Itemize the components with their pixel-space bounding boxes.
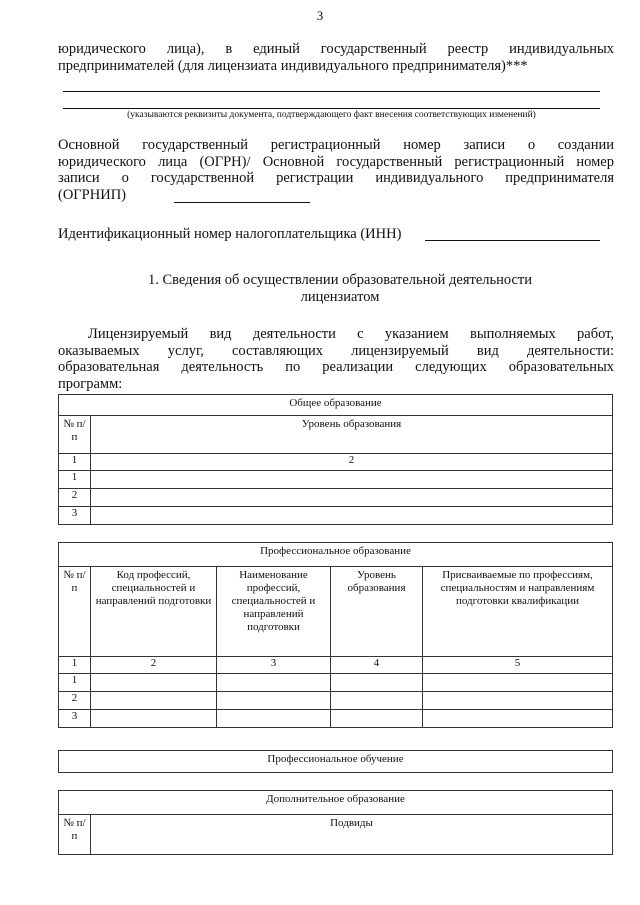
text-line: Лицензируемый вид деятельности с указанием выполняемых работ,	[88, 326, 614, 342]
row-number: 3	[59, 710, 91, 728]
row-number: 3	[59, 507, 91, 525]
header-cell-code: Код профессий, специальностей и направлений подготовки	[91, 567, 217, 657]
table-index-row	[59, 657, 613, 674]
table-row	[59, 543, 613, 567]
table-cell: 2	[91, 657, 217, 674]
table-title: Профессиональное образование	[59, 543, 613, 567]
table-header-row	[59, 416, 613, 454]
table-cell: 2	[91, 454, 613, 471]
table-cell[interactable]	[423, 674, 613, 692]
document-details-line-1[interactable]	[63, 91, 600, 92]
table-cell: 3	[217, 657, 331, 674]
table-row	[59, 674, 613, 692]
text-line: Основной государственный регистрационный номер записи о создании	[58, 137, 614, 153]
table-cell: 4	[331, 657, 423, 674]
row-number: 2	[59, 692, 91, 710]
text-line: программ:	[58, 375, 123, 392]
table-cell: 5	[423, 657, 613, 674]
row-number: 1	[59, 674, 91, 692]
table-cell: 1	[59, 454, 91, 471]
table-cell[interactable]	[217, 692, 331, 710]
text-line: записи о государственной регистрации индивидуального предпринимателя	[58, 170, 614, 186]
table-cell[interactable]	[91, 710, 217, 728]
table-cell[interactable]	[331, 674, 423, 692]
text-line: предпринимателей (для лицензиата индивидуального предпринимателя)***	[58, 57, 528, 74]
professional-education-table	[58, 542, 613, 728]
ogrn-input-line[interactable]	[174, 202, 310, 203]
inn-input-line[interactable]	[425, 240, 600, 241]
table-row	[59, 489, 613, 507]
table-cell[interactable]	[217, 674, 331, 692]
table-title: Дополнительное образование	[59, 791, 613, 815]
table-row	[59, 751, 613, 773]
header-cell-number: № п/п	[59, 815, 91, 855]
table-row	[59, 791, 613, 815]
intro-paragraph	[58, 41, 614, 74]
table-cell[interactable]	[217, 710, 331, 728]
header-cell-level: Уровень образования	[331, 567, 423, 657]
text-line: оказываемых услуг, составляющих лицензируемый вид деятельности:	[58, 342, 614, 359]
additional-education-table	[58, 790, 613, 855]
table-cell[interactable]	[91, 507, 613, 525]
table-cell: 1	[59, 657, 91, 674]
header-cell-level: Уровень образования	[91, 416, 613, 454]
header-cell-qualification: Присваиваемые по профессиям, специальностям и направлениям подготовки квалификации	[423, 567, 613, 657]
table-header-row	[59, 567, 613, 657]
ogrn-paragraph	[58, 137, 614, 203]
table-cell[interactable]	[91, 674, 217, 692]
row-number: 1	[59, 471, 91, 489]
table-index-row	[59, 454, 613, 471]
header-cell-number: № п/п	[59, 567, 91, 657]
table-cell[interactable]	[91, 471, 613, 489]
table-cell[interactable]	[91, 692, 217, 710]
header-cell-subtypes: Подвиды	[91, 815, 613, 855]
table-row	[59, 692, 613, 710]
table-row	[59, 710, 613, 728]
table-cell[interactable]	[331, 692, 423, 710]
professional-training-table	[58, 750, 613, 773]
table-header-row	[59, 815, 613, 855]
table-row	[59, 507, 613, 525]
row-number: 2	[59, 489, 91, 507]
table-cell[interactable]	[423, 710, 613, 728]
table-cell[interactable]	[423, 692, 613, 710]
table-cell[interactable]	[331, 710, 423, 728]
table-cell[interactable]	[91, 489, 613, 507]
text-line: образовательная деятельность по реализации следующих образовательных	[58, 359, 614, 375]
table-title: Общее образование	[59, 395, 613, 416]
document-details-caption: (указываются реквизиты документа, подтверждающего факт внесения соответствующих изменений)	[127, 110, 536, 120]
activity-paragraph	[58, 326, 614, 392]
section-title: 1. Сведения об осуществлении образовательной деятельности лицензиатом	[147, 272, 533, 305]
general-education-table	[58, 394, 613, 525]
table-title: Профессиональное обучение	[59, 751, 613, 773]
header-cell-name: Наименование профессий, специальностей и направлений подготовки	[217, 567, 331, 657]
header-cell-number: № п/п	[59, 416, 91, 454]
table-row	[59, 471, 613, 489]
text-line: (ОГРНИП)	[58, 186, 126, 203]
text-line: юридического лица), в единый государственный реестр индивидуальных	[58, 41, 614, 57]
page-number: 3	[316, 8, 324, 23]
inn-label: Идентификационный номер налогоплательщика (ИНН)	[58, 226, 402, 242]
document-details-line-2[interactable]	[63, 108, 600, 109]
table-row	[59, 395, 613, 416]
text-line: юридического лица (ОГРН)/ Основной государственный регистрационный номер	[58, 153, 614, 170]
